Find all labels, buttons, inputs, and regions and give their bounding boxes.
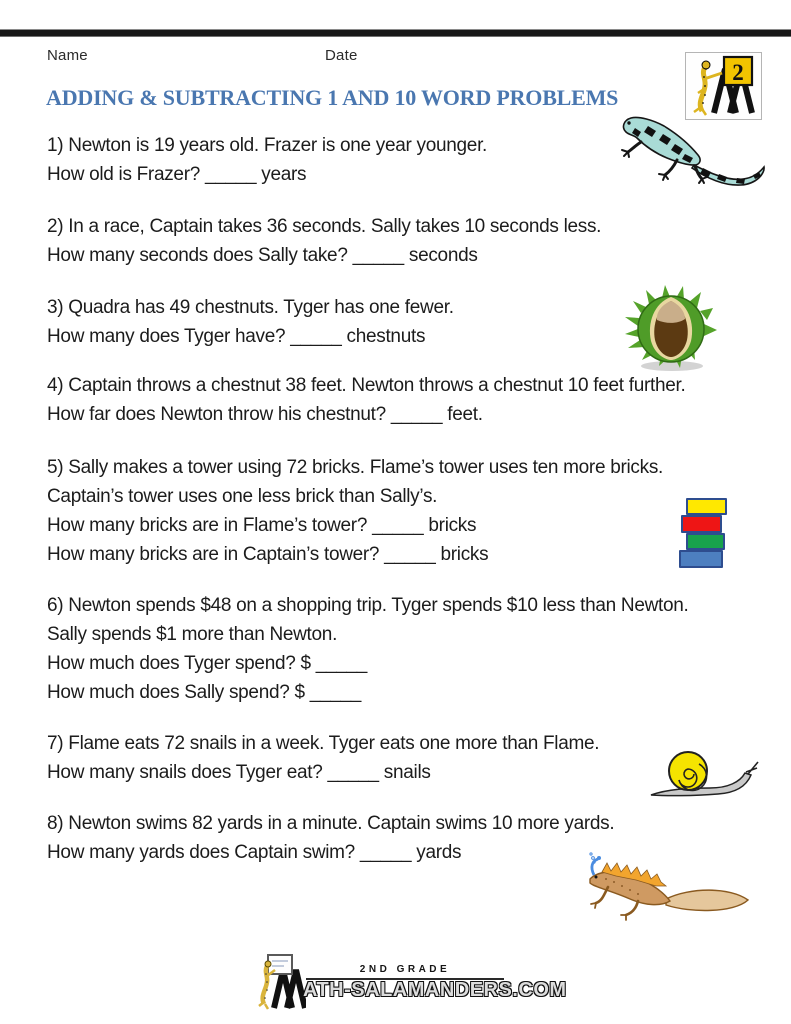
footer-grade-label: 2ND GRADE xyxy=(306,964,504,980)
problem-6 xyxy=(47,591,757,707)
problem-answer-line: How many bricks are in Flame’s tower? _____ bricks xyxy=(47,515,477,536)
problem-line: Captain’s tower uses one less brick than Sally’s. xyxy=(47,486,438,507)
footer-site-label: ATH-SALAMANDERS.COM xyxy=(303,979,567,1001)
gecko-lizard-icon xyxy=(615,112,767,197)
problem-5 xyxy=(47,453,757,569)
brick-yellow xyxy=(686,498,727,515)
problem-line: 3) Quadra has 49 chestnuts. Tyger has one fewer. xyxy=(47,297,454,318)
name-label: Name xyxy=(47,47,88,64)
footer-brand-logo xyxy=(256,952,567,1012)
problem-line: 6) Newton spends $48 on a shopping trip. Tyger spends $10 less than Newton. xyxy=(47,595,689,616)
problem-line: 1) Newton is 19 years old. Frazer is one year younger. xyxy=(47,135,488,156)
brick-green xyxy=(686,533,725,550)
problem-answer-line: How much does Sally spend? $ _____ xyxy=(47,682,362,703)
problem-answer-line: How much does Tyger spend? $ _____ xyxy=(47,653,368,674)
problem-line: 2) In a race, Captain takes 36 seconds. Sally takes 10 seconds less. xyxy=(47,216,602,237)
brick-red xyxy=(681,515,722,533)
date-label: Date xyxy=(325,47,358,64)
problem-answer-line: How many yards does Captain swim? _____ yards xyxy=(47,842,462,863)
problem-line: 5) Sally makes a tower using 72 bricks. Flame’s tower uses ten more bricks. xyxy=(47,457,663,478)
problem-line: 4) Captain throws a chestnut 38 feet. Newton throws a chestnut 10 feet further. xyxy=(47,375,686,396)
problem-line: Sally spends $1 more than Newton. xyxy=(47,624,338,645)
problem-answer-line: How many does Tyger have? _____ chestnuts xyxy=(47,326,426,347)
snail-icon xyxy=(648,748,763,798)
salamander-grade-2-logo-icon xyxy=(688,55,760,117)
problem-answer-line: How many bricks are in Captain’s tower? _____ bricks xyxy=(47,544,489,565)
swimming-newt-icon xyxy=(578,851,760,925)
problem-answer-line: How far does Newton throw his chestnut? _____ feet. xyxy=(47,404,483,425)
grade-number: 2 xyxy=(731,60,744,85)
chestnut-icon xyxy=(616,284,728,372)
grade-2-logo-badge xyxy=(685,52,762,120)
problem-line: 8) Newton swims 82 yards in a minute. Captain swims 10 more yards. xyxy=(47,813,615,834)
salamander-easel-logo-icon xyxy=(256,952,306,1010)
problem-answer-line: How many snails does Tyger eat? _____ snails xyxy=(47,762,431,783)
worksheet-title: ADDING & SUBTRACTING 1 AND 10 WORD PROBLEMS xyxy=(46,85,619,110)
problem-line: 7) Flame eats 72 snails in a week. Tyger eats one more than Flame. xyxy=(47,733,600,754)
stacked-bricks-icon xyxy=(678,497,732,571)
problem-4 xyxy=(47,371,757,429)
brick-blue xyxy=(679,550,723,568)
problem-answer-line: How old is Frazer? _____ years xyxy=(47,164,307,185)
problem-2 xyxy=(47,212,757,270)
problem-answer-line: How many seconds does Sally take? _____ seconds xyxy=(47,245,478,266)
top-border-rule xyxy=(0,29,791,37)
